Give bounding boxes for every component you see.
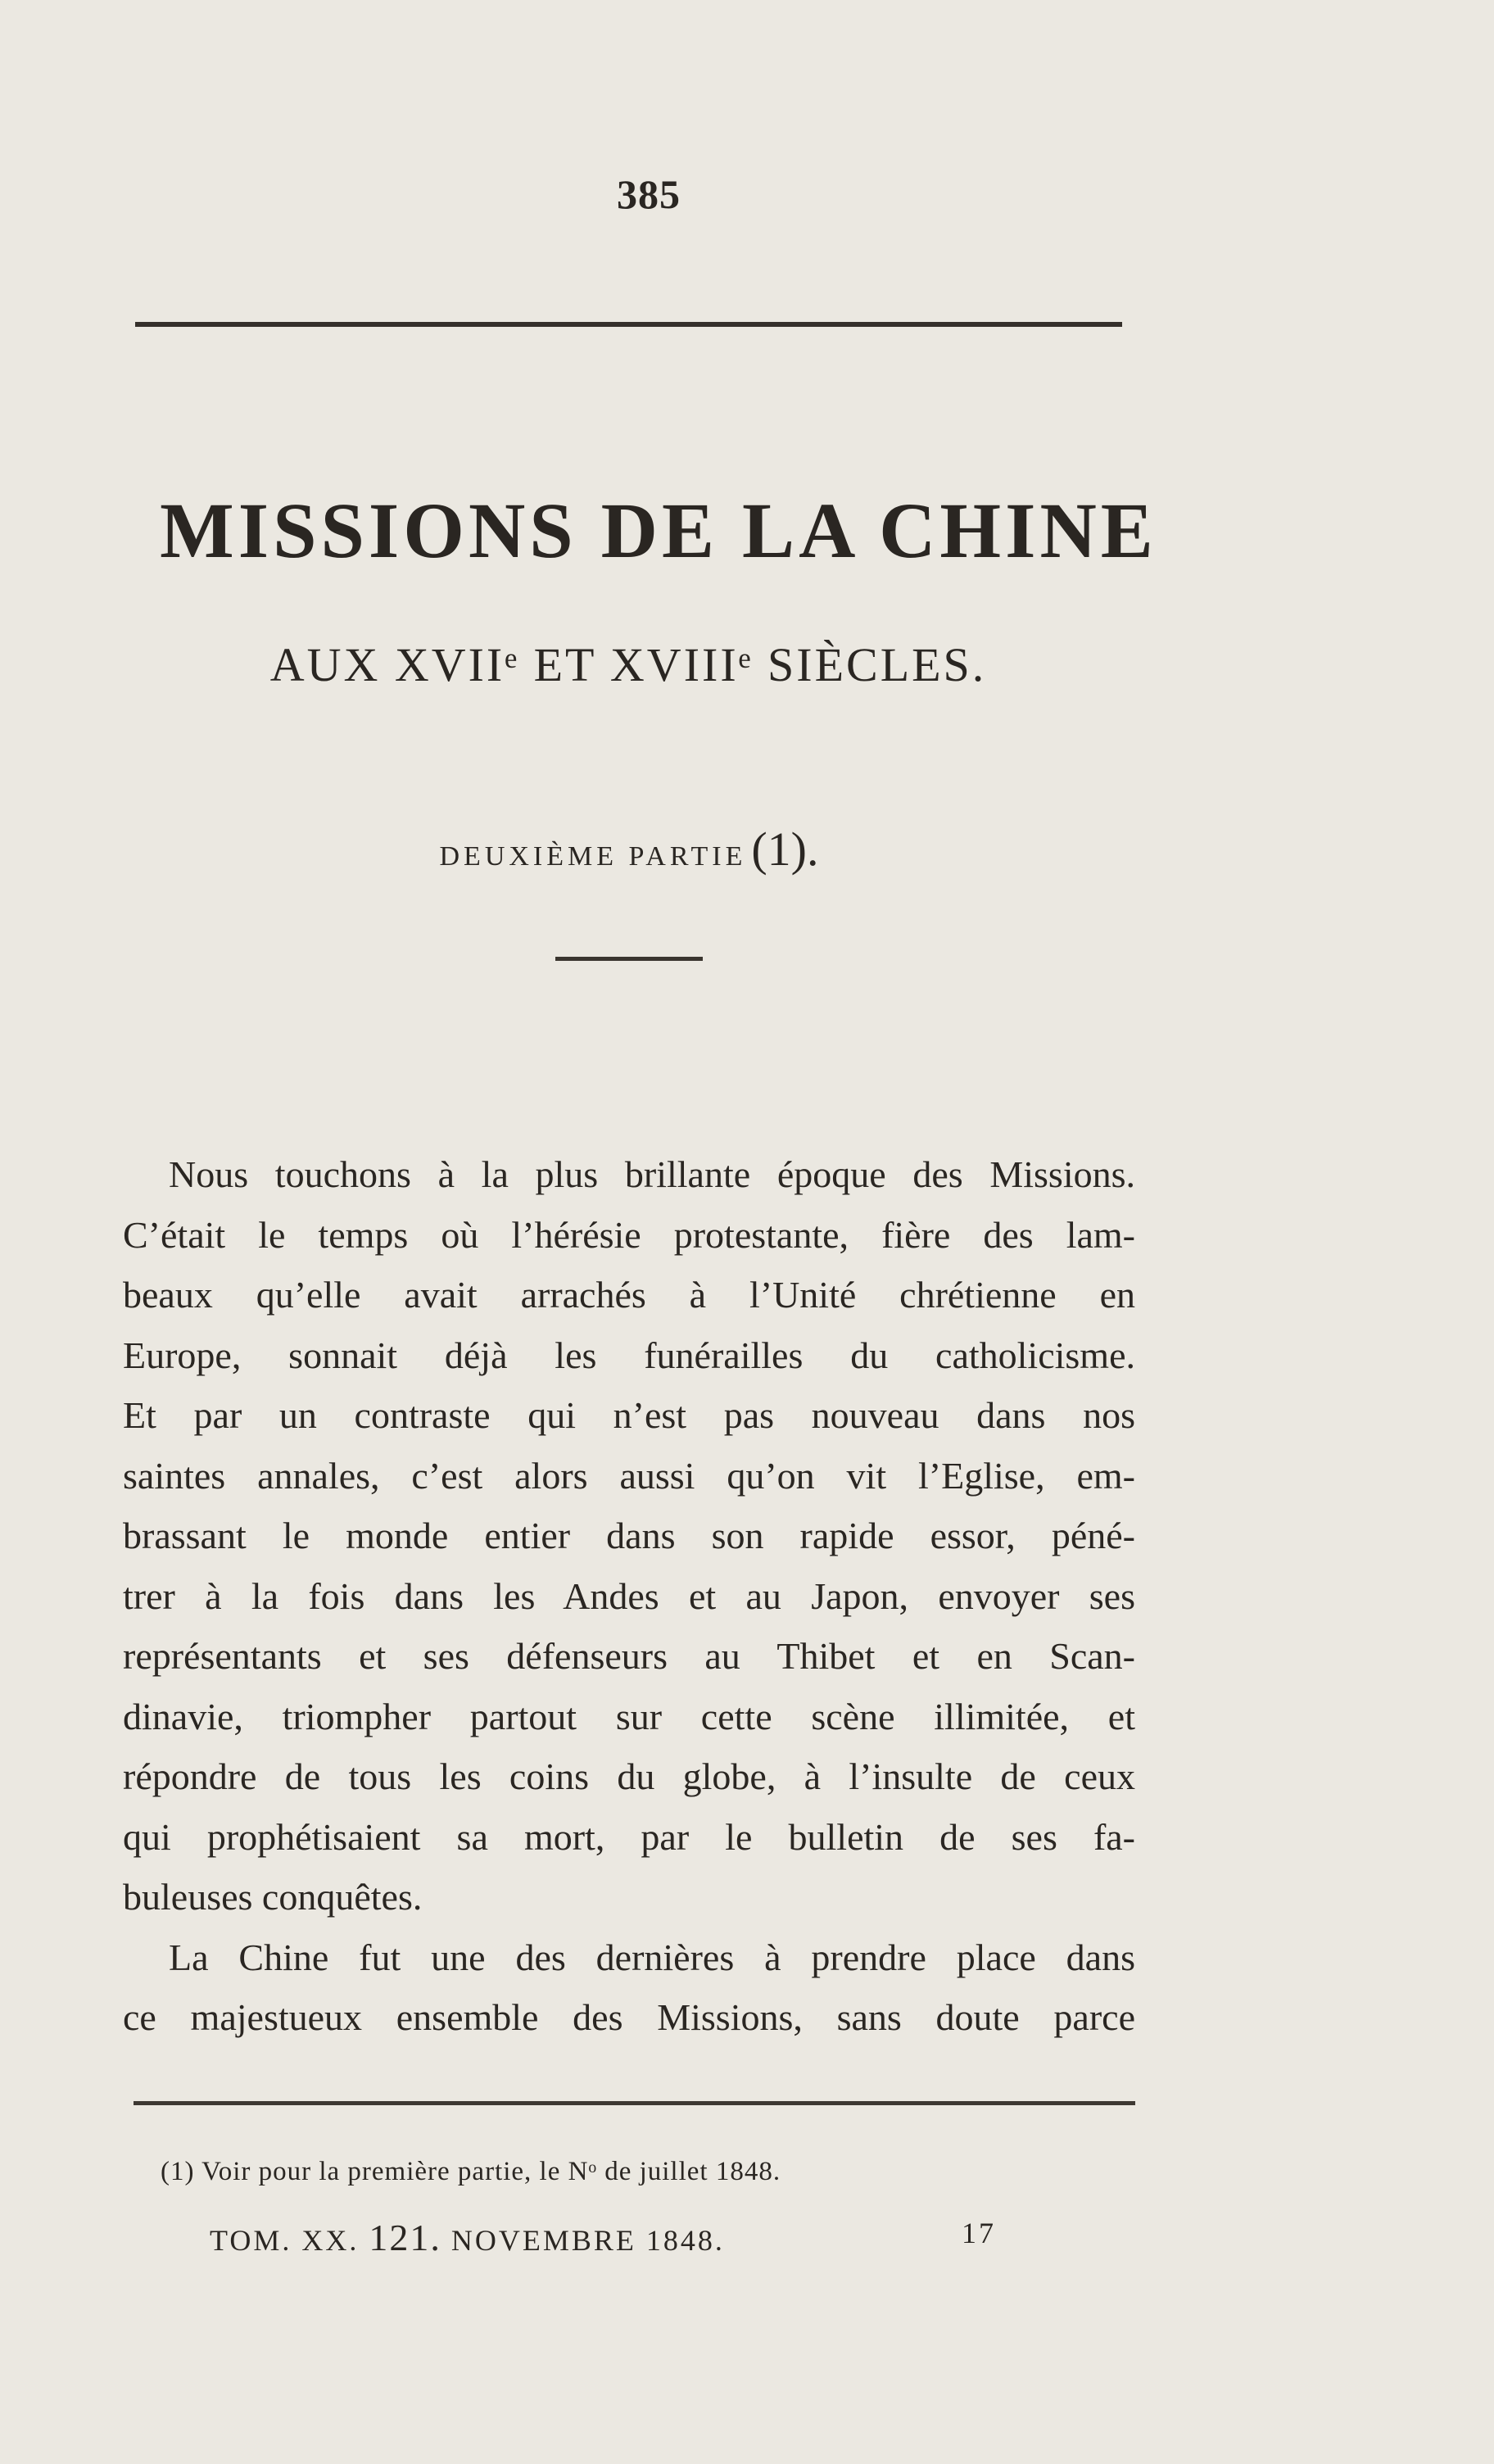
text-line: représentants et ses défenseurs au Thibet et en Scan- bbox=[123, 1635, 1135, 1677]
signature-line bbox=[210, 2216, 996, 2259]
text-line: Europe, sonnait déjà les funérailles du catholicisme. bbox=[123, 1334, 1135, 1376]
footnote-reference: (1). bbox=[751, 822, 819, 876]
part-label: DEUXIÈME PARTIE bbox=[439, 841, 747, 872]
header-rule bbox=[135, 322, 1122, 327]
issue-number: 121. bbox=[369, 2217, 441, 2258]
footnote: (1) Voir pour la première partie, le Nᵒ de juillet 1848. bbox=[161, 2157, 781, 2186]
chapter-title: MISSIONS DE LA CHINE bbox=[160, 487, 1157, 574]
text-line: ce majestueux ensemble des Missions, sans doute parce bbox=[123, 1996, 1135, 2038]
text-line: beaux qu’elle avait arrachés à l’Unité chrétienne en bbox=[123, 1274, 1135, 1316]
text-line: saintes annales, c’est alors aussi qu’on vit l’Eglise, em- bbox=[123, 1454, 1135, 1497]
chapter-subtitle: AUX XVIIᵉ ET XVIIIᵉ SIÈCLES. bbox=[269, 638, 987, 691]
footnote-rule bbox=[134, 2101, 1135, 2105]
volume-info bbox=[210, 2216, 725, 2259]
sheet-number: 17 bbox=[962, 2217, 996, 2249]
text-line: buleuses conquêtes. bbox=[123, 1876, 423, 1918]
part-heading bbox=[0, 822, 1258, 876]
text-line: C’était le temps où l’hérésie protestante, fière des lam- bbox=[123, 1213, 1135, 1256]
volume-tom: TOM. XX. bbox=[210, 2224, 360, 2257]
issue-date: NOVEMBRE 1848. bbox=[450, 2224, 725, 2257]
text-line: La Chine fut une des dernières à prendre place dans bbox=[169, 1936, 1135, 1978]
text-line: dinavie, triompher partout sur cette scène illimitée, et bbox=[123, 1695, 1135, 1737]
text-line: Nous touchons à la plus brillante époque des Missions. bbox=[169, 1153, 1135, 1195]
text-line: qui prophétisaient sa mort, par le bulletin de ses fa- bbox=[123, 1815, 1135, 1858]
text-line: trer à la fois dans les Andes et au Japon, envoyer ses bbox=[123, 1574, 1135, 1617]
section-rule bbox=[555, 957, 703, 961]
text-line: brassant le monde entier dans son rapide essor, péné- bbox=[123, 1515, 1135, 1556]
text-line: Et par un contraste qui n’est pas nouveau dans nos bbox=[123, 1394, 1135, 1436]
text-line: répondre de tous les coins du globe, à l’insulte de ceux bbox=[123, 1755, 1135, 1797]
body-text bbox=[123, 1144, 1135, 2048]
page-number: 385 bbox=[617, 171, 681, 217]
